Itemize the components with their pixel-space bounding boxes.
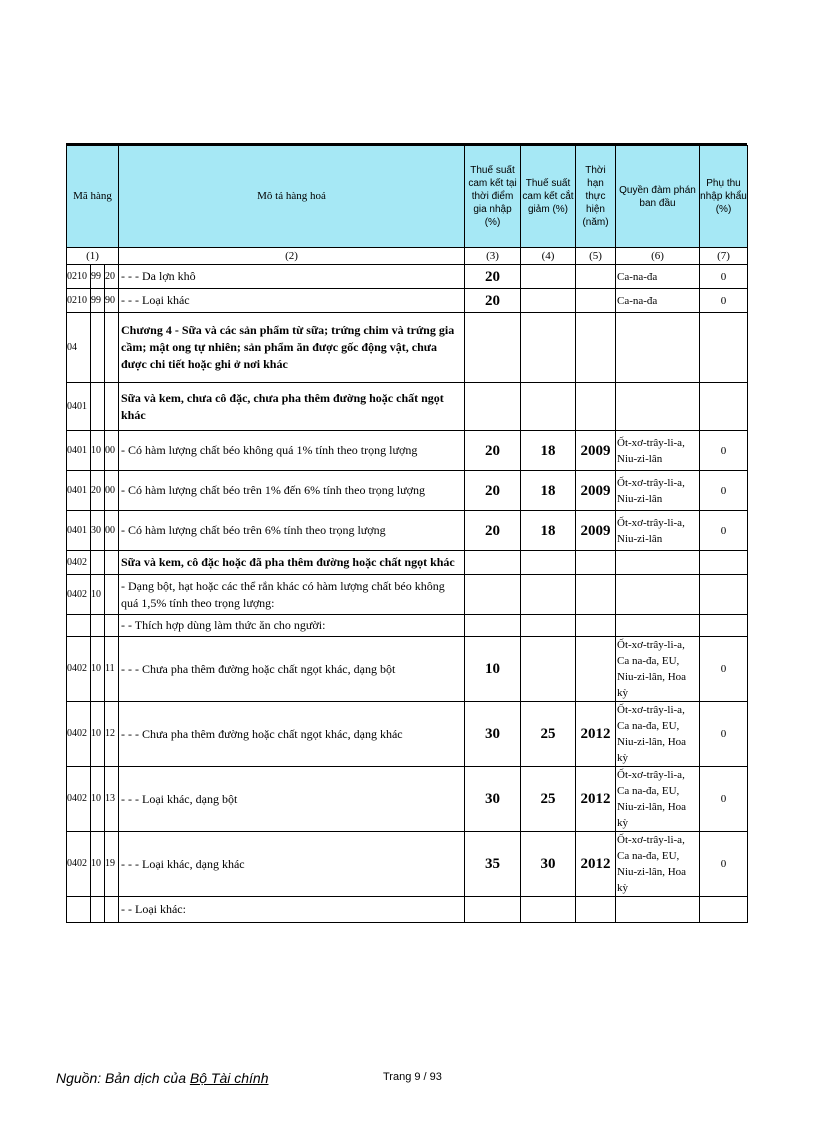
description-cell: - - Loại khác: xyxy=(119,897,465,923)
period-cell xyxy=(576,615,616,637)
rate-cut-cell xyxy=(521,637,576,702)
rate-cut-cell: 25 xyxy=(521,702,576,767)
code-subheading-cell: 20 xyxy=(91,471,105,511)
code-subheading-cell xyxy=(91,615,105,637)
rate-join-cell: 20 xyxy=(465,511,521,551)
code-heading-cell: 0402 xyxy=(67,832,91,897)
header-description: Mô tả hàng hoá xyxy=(119,146,465,248)
code-suffix-cell: 19 xyxy=(105,832,119,897)
col-number-2: (2) xyxy=(119,248,465,265)
code-heading-cell: 0402 xyxy=(67,637,91,702)
table-row xyxy=(67,313,748,383)
code-heading-cell: 0210 xyxy=(67,289,91,313)
rate-cut-cell: 30 xyxy=(521,832,576,897)
col-number-1: (1) xyxy=(67,248,119,265)
rate-join-cell: 20 xyxy=(465,431,521,471)
col-number-5: (5) xyxy=(576,248,616,265)
code-heading-cell: 0401 xyxy=(67,511,91,551)
code-suffix-cell xyxy=(105,897,119,923)
description-cell: - - - Da lợn khô xyxy=(119,265,465,289)
rate-join-cell: 20 xyxy=(465,265,521,289)
negotiating-partners-cell xyxy=(616,383,700,431)
code-suffix-cell xyxy=(105,551,119,575)
source-organization: Bộ Tài chính xyxy=(189,1070,269,1086)
col-number-3: (3) xyxy=(465,248,521,265)
surcharge-cell: 0 xyxy=(700,471,748,511)
rate-join-cell: 30 xyxy=(465,767,521,832)
rate-join-cell xyxy=(465,575,521,615)
header-rate-cut: Thuế suất cam kết cắt giảm (%) xyxy=(521,146,576,248)
period-cell: 2009 xyxy=(576,511,616,551)
table-row xyxy=(67,265,748,289)
description-cell: - Có hàm lượng chất béo không quá 1% tính theo trọng lượng xyxy=(119,431,465,471)
negotiating-partners-cell: Ốt-xơ-trây-li-a, Ca na-đa, EU, Niu-zi-lân, Hoa kỳ xyxy=(616,767,700,832)
table-row xyxy=(67,471,748,511)
rate-cut-cell xyxy=(521,313,576,383)
code-suffix-cell xyxy=(105,383,119,431)
header-surcharge: Phụ thu nhập khẩu (%) xyxy=(700,146,748,248)
negotiating-partners-cell: Ốt-xơ-trây-li-a, Niu-zi-lân xyxy=(616,511,700,551)
table-row xyxy=(67,615,748,637)
table-row xyxy=(67,431,748,471)
negotiating-partners-cell: Ốt-xơ-trây-li-a, Ca na-đa, EU, Niu-zi-lân, Hoa kỳ xyxy=(616,832,700,897)
rate-join-cell xyxy=(465,313,521,383)
rate-cut-cell: 18 xyxy=(521,511,576,551)
description-cell: - - - Chưa pha thêm đường hoặc chất ngọt khác, dạng khác xyxy=(119,702,465,767)
rate-cut-cell: 25 xyxy=(521,767,576,832)
negotiating-partners-cell xyxy=(616,897,700,923)
header-code: Mã hàng xyxy=(67,146,119,248)
code-subheading-cell: 30 xyxy=(91,511,105,551)
description-cell: - Có hàm lượng chất béo trên 1% đến 6% tính theo trọng lượng xyxy=(119,471,465,511)
header-row xyxy=(67,146,748,248)
col-number-4: (4) xyxy=(521,248,576,265)
code-subheading-cell xyxy=(91,897,105,923)
code-suffix-cell: 90 xyxy=(105,289,119,313)
period-cell: 2009 xyxy=(576,431,616,471)
code-suffix-cell xyxy=(105,313,119,383)
tariff-table-wrapper xyxy=(66,145,747,923)
code-suffix-cell: 20 xyxy=(105,265,119,289)
rate-cut-cell xyxy=(521,265,576,289)
description-cell: Chương 4 - Sữa và các sản phẩm từ sữa; trứng chim và trứng gia cầm; mật ong tự nhiên; sản phẩm ăn được gốc động vật, chưa được chi tiết hoặc ghi ở nơi khác xyxy=(119,313,465,383)
code-suffix-cell: 12 xyxy=(105,702,119,767)
rate-join-cell: 30 xyxy=(465,702,521,767)
surcharge-cell xyxy=(700,313,748,383)
code-subheading-cell: 10 xyxy=(91,637,105,702)
rate-cut-cell: 18 xyxy=(521,471,576,511)
period-cell xyxy=(576,897,616,923)
code-heading-cell: 0210 xyxy=(67,265,91,289)
rate-cut-cell xyxy=(521,897,576,923)
negotiating-partners-cell xyxy=(616,615,700,637)
negotiating-partners-cell xyxy=(616,551,700,575)
rate-join-cell xyxy=(465,615,521,637)
description-cell: - - Thích hợp dùng làm thức ăn cho người: xyxy=(119,615,465,637)
code-suffix-cell: 13 xyxy=(105,767,119,832)
col-number-7: (7) xyxy=(700,248,748,265)
code-subheading-cell xyxy=(91,551,105,575)
code-heading-cell: 0401 xyxy=(67,383,91,431)
code-subheading-cell: 10 xyxy=(91,832,105,897)
negotiating-partners-cell xyxy=(616,313,700,383)
table-row xyxy=(67,637,748,702)
period-cell xyxy=(576,551,616,575)
negotiating-partners-cell: Ốt-xơ-trây-li-a, Niu-zi-lân xyxy=(616,471,700,511)
code-subheading-cell: 10 xyxy=(91,702,105,767)
code-heading-cell xyxy=(67,897,91,923)
rate-join-cell: 20 xyxy=(465,289,521,313)
surcharge-cell: 0 xyxy=(700,265,748,289)
surcharge-cell xyxy=(700,897,748,923)
code-suffix-cell xyxy=(105,615,119,637)
rate-cut-cell xyxy=(521,615,576,637)
surcharge-cell: 0 xyxy=(700,511,748,551)
code-heading-cell: 0401 xyxy=(67,431,91,471)
negotiating-partners-cell: Ốt-xơ-trây-li-a, Ca na-đa, EU, Niu-zi-lân, Hoa kỳ xyxy=(616,702,700,767)
period-cell xyxy=(576,265,616,289)
code-suffix-cell: 00 xyxy=(105,511,119,551)
period-cell xyxy=(576,313,616,383)
period-cell xyxy=(576,383,616,431)
header-rights: Quyền đàm phán ban đầu xyxy=(616,146,700,248)
surcharge-cell: 0 xyxy=(700,289,748,313)
code-subheading-cell: 10 xyxy=(91,575,105,615)
description-cell: Sữa và kem, chưa cô đặc, chưa pha thêm đường hoặc chất ngọt khác xyxy=(119,383,465,431)
description-cell: - Dạng bột, hạt hoặc các thể rắn khác có hàm lượng chất béo không quá 1,5% tính theo trọng lượng: xyxy=(119,575,465,615)
rate-cut-cell xyxy=(521,383,576,431)
table-row xyxy=(67,575,748,615)
rate-join-cell xyxy=(465,551,521,575)
description-cell: - - - Loại khác, dạng bột xyxy=(119,767,465,832)
code-subheading-cell: 99 xyxy=(91,289,105,313)
period-cell: 2012 xyxy=(576,702,616,767)
page-number: Trang 9 / 93 xyxy=(383,1071,442,1083)
surcharge-cell: 0 xyxy=(700,702,748,767)
surcharge-cell: 0 xyxy=(700,767,748,832)
table-row xyxy=(67,289,748,313)
code-suffix-cell xyxy=(105,575,119,615)
code-subheading-cell: 10 xyxy=(91,431,105,471)
code-heading-cell: 04 xyxy=(67,313,91,383)
table-row xyxy=(67,511,748,551)
rate-cut-cell xyxy=(521,575,576,615)
description-cell: Sữa và kem, cô đặc hoặc đã pha thêm đường hoặc chất ngọt khác xyxy=(119,551,465,575)
negotiating-partners-cell: Ốt-xơ-trây-li-a, Niu-zi-lân xyxy=(616,431,700,471)
table-row xyxy=(67,832,748,897)
rate-join-cell: 10 xyxy=(465,637,521,702)
rate-join-cell xyxy=(465,897,521,923)
code-heading-cell: 0402 xyxy=(67,702,91,767)
period-cell: 2009 xyxy=(576,471,616,511)
table-row xyxy=(67,702,748,767)
code-heading-cell xyxy=(67,615,91,637)
code-suffix-cell: 00 xyxy=(105,471,119,511)
rate-join-cell: 35 xyxy=(465,832,521,897)
code-subheading-cell xyxy=(91,313,105,383)
description-cell: - - - Loại khác, dạng khác xyxy=(119,832,465,897)
code-heading-cell: 0402 xyxy=(67,575,91,615)
rate-cut-cell xyxy=(521,551,576,575)
description-cell: - - - Loại khác xyxy=(119,289,465,313)
code-suffix-cell: 11 xyxy=(105,637,119,702)
rate-join-cell xyxy=(465,383,521,431)
surcharge-cell: 0 xyxy=(700,637,748,702)
rate-cut-cell: 18 xyxy=(521,431,576,471)
negotiating-partners-cell: Ca-na-đa xyxy=(616,265,700,289)
header-period: Thời hạn thực hiện (năm) xyxy=(576,146,616,248)
surcharge-cell: 0 xyxy=(700,431,748,471)
table-row xyxy=(67,383,748,431)
surcharge-cell xyxy=(700,551,748,575)
surcharge-cell: 0 xyxy=(700,832,748,897)
header-rate-join: Thuế suất cam kết tại thời điểm gia nhập (%) xyxy=(465,146,521,248)
source-note xyxy=(56,1070,268,1086)
rate-join-cell: 20 xyxy=(465,471,521,511)
code-heading-cell: 0402 xyxy=(67,767,91,832)
table-row xyxy=(67,551,748,575)
surcharge-cell xyxy=(700,575,748,615)
negotiating-partners-cell xyxy=(616,575,700,615)
surcharge-cell xyxy=(700,615,748,637)
table-row xyxy=(67,897,748,923)
negotiating-partners-cell: Ốt-xơ-trây-li-a, Ca na-đa, EU, Niu-zi-lân, Hoa kỳ xyxy=(616,637,700,702)
description-cell: - - - Chưa pha thêm đường hoặc chất ngọt khác, dạng bột xyxy=(119,637,465,702)
code-subheading-cell: 10 xyxy=(91,767,105,832)
period-cell xyxy=(576,289,616,313)
code-subheading-cell xyxy=(91,383,105,431)
code-subheading-cell: 99 xyxy=(91,265,105,289)
code-heading-cell: 0401 xyxy=(67,471,91,511)
code-suffix-cell: 00 xyxy=(105,431,119,471)
period-cell xyxy=(576,637,616,702)
description-cell: - Có hàm lượng chất béo trên 6% tính theo trọng lượng xyxy=(119,511,465,551)
negotiating-partners-cell: Ca-na-đa xyxy=(616,289,700,313)
rate-cut-cell xyxy=(521,289,576,313)
col-number-6: (6) xyxy=(616,248,700,265)
table-row xyxy=(67,767,748,832)
period-cell: 2012 xyxy=(576,767,616,832)
surcharge-cell xyxy=(700,383,748,431)
tariff-table xyxy=(66,145,748,923)
period-cell xyxy=(576,575,616,615)
column-number-row xyxy=(67,248,748,265)
code-heading-cell: 0402 xyxy=(67,551,91,575)
source-prefix: Nguồn: Bản dịch của xyxy=(56,1070,190,1086)
period-cell: 2012 xyxy=(576,832,616,897)
